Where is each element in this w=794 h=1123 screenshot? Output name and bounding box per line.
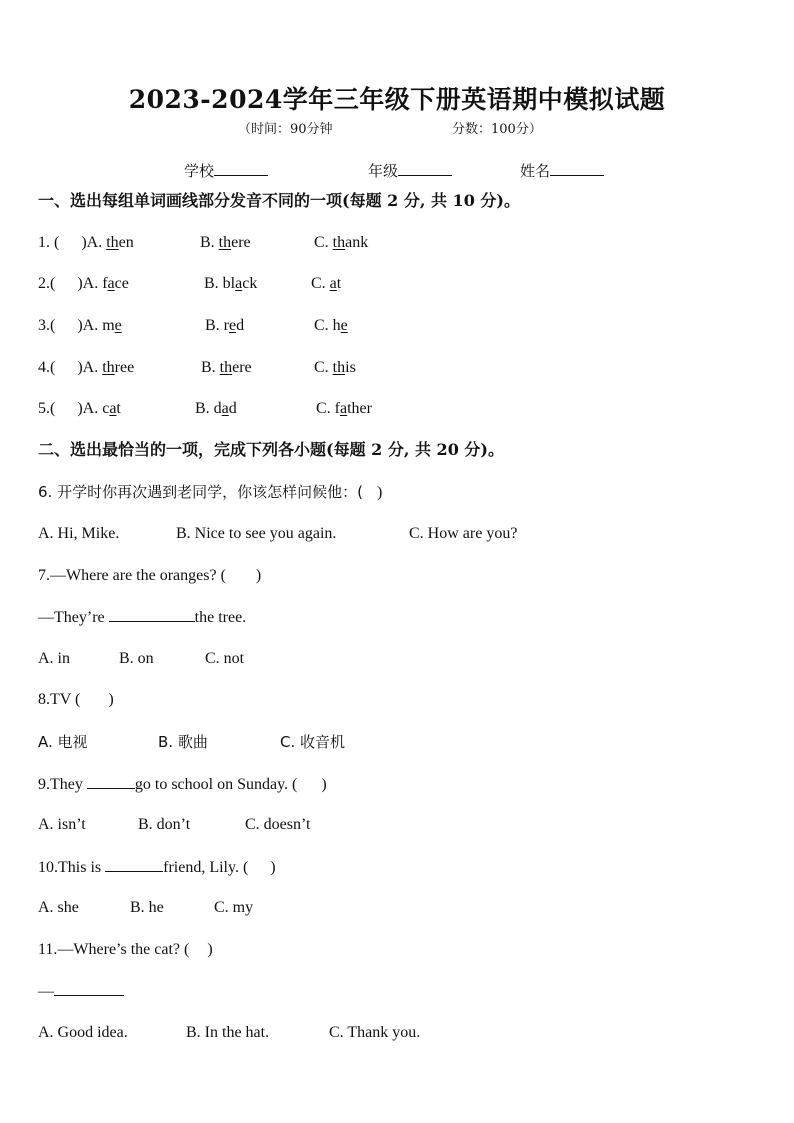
question-6 (38, 482, 382, 503)
option-c-underlined: th (332, 234, 346, 251)
name-label: 姓名 (520, 162, 551, 180)
option-c-prefix: C. h (314, 317, 341, 334)
question-5 (38, 399, 372, 419)
question-8 (38, 690, 114, 710)
page-title: 2023-2024学年三年级下册英语期中模拟试题 (128, 85, 666, 114)
option-a: A. she (38, 899, 79, 916)
option-b-underlined: e (229, 317, 237, 334)
option-b-suffix: ck (242, 275, 258, 292)
section1-heading: 一、选出每组单词画线部分发音不同的一项(每题 2 分, 共 10 分)。 (38, 191, 520, 210)
option-b-underlined: a (221, 400, 229, 417)
option-a: A. isn’t (38, 816, 86, 833)
option-c-underlined: a (329, 275, 337, 292)
option-a: A. 电视 (38, 733, 88, 751)
option-c (314, 316, 348, 336)
option-a-suffix: ce (114, 275, 129, 292)
paren-close: ) (376, 484, 383, 501)
option-b-underlined: th (219, 359, 233, 376)
dialogue-suffix: the tree. (194, 609, 247, 626)
question-11 (38, 940, 213, 960)
option-b-suffix: ere (231, 234, 251, 251)
question-6-options (38, 524, 518, 544)
paren-close: ) (207, 941, 213, 958)
question-stem: 11.—Where’s the cat? ( (38, 941, 190, 958)
option-a-underlined: th (102, 359, 115, 376)
option-b: B. don’t (138, 816, 191, 833)
grade-field[interactable] (368, 160, 452, 181)
option-b-prefix: B. d (195, 400, 222, 417)
option-b-underlined: th (218, 234, 232, 251)
question-number: 5.( (38, 400, 56, 417)
option-b-prefix: B. (200, 234, 219, 251)
paren-close: ) (77, 317, 83, 334)
question-2 (38, 274, 342, 294)
option-c-underlined: th (332, 359, 346, 376)
option-c: C. not (205, 650, 245, 667)
question-stem: 6. 开学时你再次遇到老同学，你该怎样问候他：( (38, 483, 363, 501)
paren-close: ) (77, 275, 83, 292)
option-b-suffix: ere (232, 359, 252, 376)
question-8-options (38, 732, 346, 752)
section2-heading: 二、选出最恰当的一项，完成下列各小题(每题 2 分, 共 20 分)。 (38, 440, 504, 459)
option-a-prefix: A. c (82, 400, 110, 417)
question-9-options (38, 815, 311, 835)
paren-close: ) (270, 859, 276, 876)
school-field[interactable] (184, 160, 268, 181)
question-number: 3.( (38, 317, 56, 334)
option-b-prefix: B. (201, 359, 220, 376)
paren-close: ) (321, 776, 327, 793)
option-c (314, 233, 368, 253)
question-3 (38, 316, 348, 336)
question-1 (38, 233, 369, 253)
option-a-underlined: th (106, 234, 119, 251)
option-c: C. Thank you. (329, 1024, 421, 1041)
option-a-underlined: e (114, 317, 122, 334)
paren-close: ) (81, 234, 87, 251)
option-c-underlined: e (340, 317, 348, 334)
option-c (311, 274, 341, 294)
fill-blank[interactable] (105, 857, 163, 872)
option-b: B. 歌曲 (158, 733, 208, 751)
question-stem: 7.—Where are the oranges? ( (38, 567, 226, 584)
question-number: 1. ( (38, 234, 60, 251)
question-9 (38, 774, 327, 795)
option-b-suffix: d (236, 317, 245, 334)
school-blank[interactable] (214, 161, 268, 176)
option-a-prefix: A. f (82, 275, 108, 292)
question-11-options (38, 1023, 421, 1043)
question-stem-prefix: 9.They (38, 776, 83, 793)
question-4 (38, 358, 356, 378)
option-b: B. Nice to see you again. (176, 525, 337, 542)
dialogue-prefix: —They’re (38, 609, 105, 626)
option-b (201, 358, 252, 378)
question-stem-suffix: friend, Lily. ( (163, 859, 249, 876)
option-a-prefix: A. (82, 359, 103, 376)
option-c-prefix: C. (311, 275, 330, 292)
school-label: 学校 (184, 162, 215, 180)
option-b-prefix: B. bl (204, 275, 236, 292)
fill-blank[interactable] (87, 774, 135, 789)
grade-blank[interactable] (398, 161, 452, 176)
option-c-suffix: t (336, 275, 342, 292)
option-c-suffix: ank (345, 234, 369, 251)
name-field[interactable] (520, 160, 604, 181)
question-10 (38, 857, 276, 878)
option-b (200, 233, 251, 253)
option-a-suffix: en (118, 234, 134, 251)
question-7-options (38, 649, 245, 669)
option-c: C. my (214, 899, 254, 916)
option-a-underlined: a (107, 275, 115, 292)
option-a: A. Hi, Mike. (38, 525, 120, 542)
paren-close: ) (108, 691, 114, 708)
option-c (314, 358, 356, 378)
option-b: B. on (119, 650, 154, 667)
exam-time: （时间：90分钟 (238, 122, 333, 137)
grade-label: 年级 (368, 162, 399, 180)
option-a-underlined: a (109, 400, 117, 417)
question-stem: 8.TV ( (38, 691, 81, 708)
option-c: C. How are you? (409, 525, 518, 542)
question-11-line2 (38, 981, 124, 1002)
option-b-underlined: a (235, 275, 243, 292)
option-a-suffix: t (116, 400, 121, 417)
option-c-suffix: is (345, 359, 356, 376)
option-b-suffix: d (228, 400, 237, 417)
option-c-prefix: C. f (316, 400, 340, 417)
option-c-underlined: a (340, 400, 348, 417)
option-c-prefix: C. (314, 359, 333, 376)
question-number: 4.( (38, 359, 56, 376)
paren-close: ) (77, 400, 83, 417)
option-b: B. In the hat. (186, 1024, 270, 1041)
option-c-suffix: ther (347, 400, 372, 417)
option-b (195, 399, 237, 419)
option-a-suffix: ree (114, 359, 135, 376)
option-c: C. 收音机 (280, 733, 346, 751)
option-b (205, 316, 244, 336)
option-c-prefix: C. (314, 234, 333, 251)
option-c: C. doesn’t (245, 816, 311, 833)
option-a-prefix: A. (86, 234, 107, 251)
paren-close: ) (255, 567, 262, 584)
paren-close: ) (77, 359, 83, 376)
fill-blank[interactable] (54, 981, 124, 996)
question-7 (38, 566, 261, 586)
option-a-prefix: A. m (82, 317, 115, 334)
fill-blank[interactable] (109, 607, 195, 622)
option-c (316, 399, 372, 419)
option-a: A. in (38, 650, 70, 667)
exam-score: 分数：100分） (452, 122, 542, 137)
dialogue-prefix: — (38, 983, 54, 1000)
option-b: B. he (130, 899, 164, 916)
question-number: 2.( (38, 275, 56, 292)
question-stem-suffix: go to school on Sunday. ( (134, 776, 298, 793)
question-7-line2 (38, 607, 246, 628)
question-10-options (38, 898, 254, 918)
option-b-prefix: B. r (205, 317, 229, 334)
name-blank[interactable] (550, 161, 604, 176)
option-a: A. Good idea. (38, 1024, 128, 1041)
question-stem-prefix: 10.This is (38, 859, 102, 876)
option-b (204, 274, 257, 294)
